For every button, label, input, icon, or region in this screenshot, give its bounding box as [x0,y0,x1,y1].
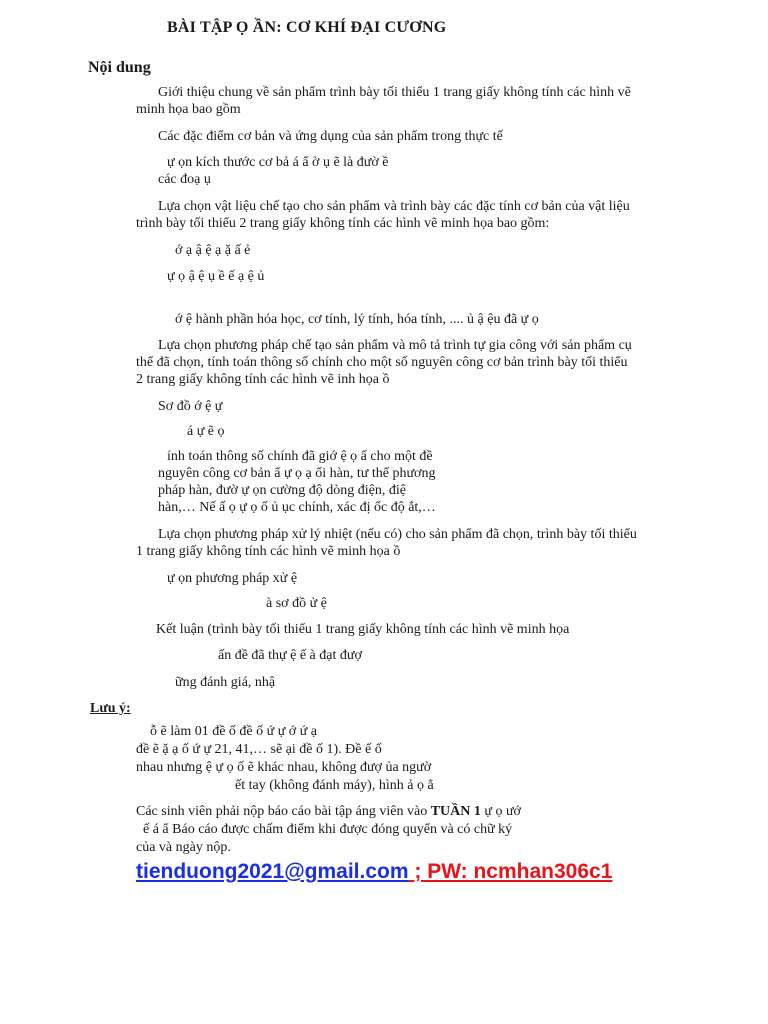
note-line [136,803,521,820]
note-line: đề ẽ ặ ạ ố ứ ự 21, 41,… sẽ ại đề ố 1). Đề ế ố [136,742,382,757]
body-line: Lựa chọn phương pháp chế tạo sản phẩm và mô tả trình tự gia công với sản phẩm cụ [158,338,632,353]
body-line: trình bày tối thiểu 2 trang giấy không tính các hình vẽ minh họa bao gồm: [136,216,550,231]
deadline-week: TUẦN 1 [430,804,481,819]
body-line: Các đặc điểm cơ bản và ứng dụng của sản phẩm trong thực tế [158,129,503,144]
note-heading: Lưu ý: [90,701,131,716]
body-line: à sơ đồ ử ệ [266,596,327,611]
body-line: ính toán thông số chính đã giớ ệ ọ ẩ cho một đề [167,449,433,464]
body-line: 1 trang giấy không tính các hình vẽ minh họa ồ [136,544,401,559]
body-line: Kết luận (trình bày tối thiểu 1 trang giấy không tính các hình vẽ minh họa [156,622,570,637]
body-line: minh họa bao gồm [136,102,241,117]
body-line: thể đã chọn, tính toán thông số chính cho một số nguyên công cơ bản trình bày tối thiểu [136,355,628,370]
body-line: nguyên công cơ bản ẩ ự ọ ạ ối hàn, tư thế phương [158,466,436,481]
body-line: ững đánh giá, nhậ [175,675,276,690]
body-line: Lựa chọn vật liệu chế tạo cho sản phẩm và trình bày các đặc tính cơ bản của vật liệu [158,199,630,214]
body-line: ớ ạ ậ ệ ạ ặ ấ ẻ [175,243,251,258]
body-line: ớ ệ hành phần hóa học, cơ tính, lý tính, hóa tính, .... ủ ậ ệu đã ự ọ [175,312,539,327]
body-line: á ự ẽ ọ [187,424,225,439]
note-text: Các sinh viên phải nộp báo cáo bài tập áng viên vào [136,804,431,819]
email-link[interactable]: tienduong2021@gmail.com [136,860,409,883]
body-line: Giới thiệu chung về sản phẩm trình bày tối thiểu 1 trang giấy không tính các hình vẽ [158,85,631,100]
password-text: ; PW: ncmhan306c1 [408,860,613,883]
body-line: các đoạ ụ [158,172,211,187]
contact-line [136,860,612,884]
note-line: nhau nhưng ệ ự ọ ố ẽ khác nhau, không đượ ủa ngườ [136,760,432,775]
body-line: ự ọn kích thước cơ bả á ẩ ờ ụ ẽ là đườ ề [167,155,389,170]
note-line: ết tay (không đánh máy), hình ả ọ ẳ [235,778,434,793]
body-line: 2 trang giấy không tính các hình vẽ inh họa ồ [136,372,390,387]
body-line: Sơ đồ ớ ệ ự [158,399,223,414]
section-heading-noi-dung: Nội dung [88,59,151,76]
body-line: ự ọ ậ ệ ụ ề ế ạ ệ ủ [167,269,265,284]
body-line: ự ọn phương pháp xử ệ [167,571,298,586]
body-line: pháp hàn, đườ ự ọn cường độ dòng điện, điệ [158,483,406,498]
note-line: của và ngày nộp. [136,840,231,855]
body-line: ấn đề đã thự ệ ế à đạt đượ [218,648,362,663]
note-line: ế á ẩ Báo cáo được chấm điểm khi được đóng quyển và có chữ ký [143,822,513,837]
document-title: BÀI TẬP Ọ ẦN: CƠ KHÍ ĐẠI CƯƠNG [167,19,447,36]
body-line: hàn,… Nế ấ ọ ự ọ ố ủ ục chính, xác đị ốc độ ắt,… [158,500,436,515]
note-text: ự ọ ướ [480,804,521,819]
body-line: Lựa chọn phương pháp xử lý nhiệt (nếu có) cho sản phẩm đã chọn, trình bày tối thiểu [158,527,637,542]
note-line: ỗ ẽ làm 01 đề ố đề ố ứ ự ớ ứ ạ [150,724,318,739]
